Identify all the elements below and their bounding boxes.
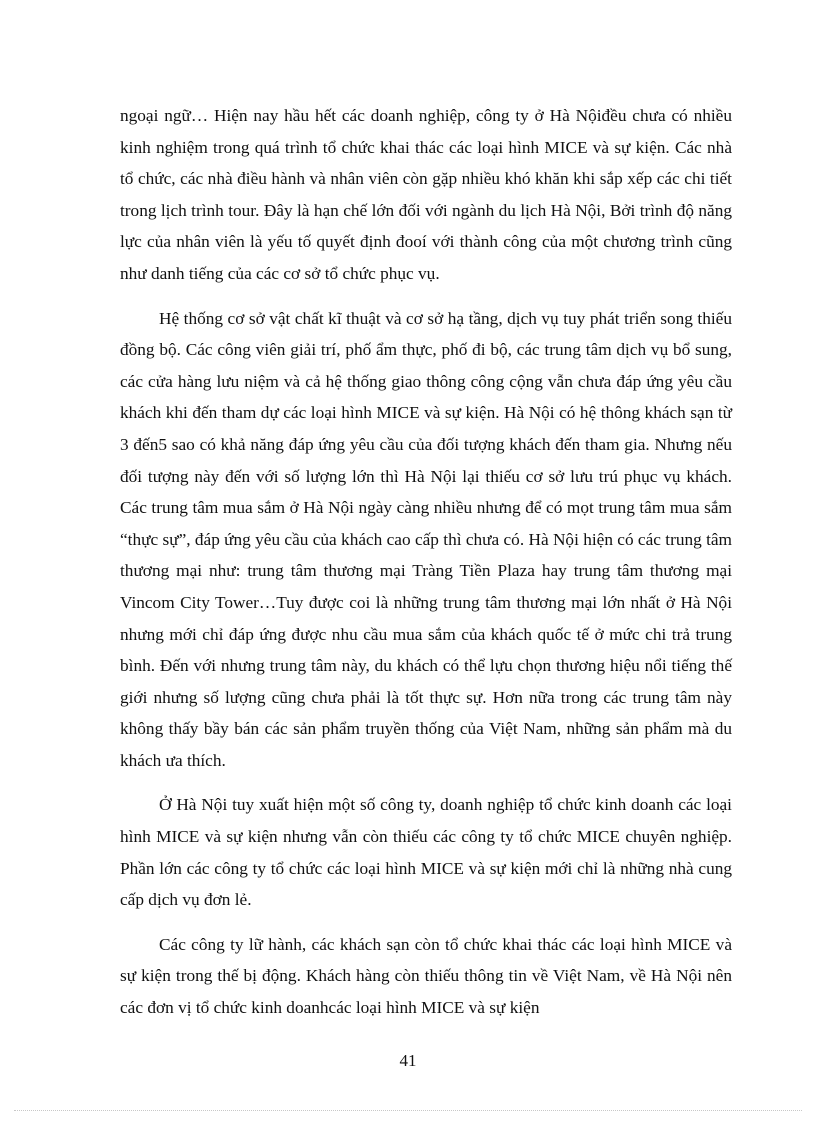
paragraph-infrastructure: Hệ thống cơ sở vật chất kĩ thuật và cơ sở hạ tầng, dịch vụ tuy phát triển song thiếu đồng bộ. Các công viên giải trí, phố ẩm thực, phố đi bộ, các trung tâm dịch vụ bổ sung, các cửa hàng lưu niệm và cả hệ thống giao thông công cộng vẫn chưa đáp ứng yêu cầu khách khi đến tham dự các loại hình MICE và sự kiện. Hà Nội có hệ thông khách sạn từ 3 đến5 sao có khả năng đáp ứng yêu cầu của đối tượng khách đến tham gia. Nhưng nếu đối tượng này đến với số lượng lớn thì Hà Nội lại thiếu cơ sở lưu trú phục vụ khách. Các trung tâm mua sắm ở Hà Nội ngày càng nhiều nhưng để có mọt trung tâm mua sắm “thực sự”, đáp ứng yêu cầu của khách cao cấp thì chưa có. Hà Nội hiện có các trung tâm thương mại như: trung tâm thương mại Tràng Tiền Plaza hay trung tâm thương mại Vincom City Tower…Tuy được coi là những trung tâm thương mại lớn nhất ở Hà Nội nhưng mới chỉ đáp ứng được nhu cầu mua sắm của khách quốc tế ở mức chi trả trung bình. Đến với nhưng trung tâm này, du khách có thể lựu chọn thương hiệu nổi tiếng thế giới nhưng số lượng cũng chưa phải là tốt thực sự. Hơn nữa trong các trung tâm này không thấy bầy bán các sản phẩm truyền thống của Việt Nam, những sản phẩm mà du khách ưa thích. [120, 308, 732, 770]
body-text [120, 100, 732, 1037]
paragraph-continuation: ngoại ngữ… Hiện nay hầu hết các doanh nghiệp, công ty ở Hà Nộiđều chưa có nhiều kinh nghiệm trong quá trình tổ chức khai thác các loại hình MICE và sự kiện. Các nhà tổ chức, các nhà điều hành và nhân viên còn gặp nhiều khó khăn khi sắp xếp các chi tiết trong lịch trình tour. Đây là hạn chế lớn đối với ngành du lịch Hà Nội, Bởi trình độ năng lực của nhân viên là yếu tố quyết định đooí với thành công của một chương trình cũng như danh tiếng của các cơ sở tổ chức phục vụ. [120, 106, 732, 283]
paragraph-travel-companies: Các công ty lữ hành, các khách sạn còn tổ chức khai thác các loại hình MICE và sự kiện trong thế bị động. Khách hàng còn thiếu thông tin về Việt Nam, về Hà Nội nên các đơn vị tổ chức kinh doanhcác loại hình MICE và sự kiện [120, 934, 732, 1018]
page-number: 41 [399, 1051, 417, 1070]
page-bottom-divider [14, 1110, 802, 1111]
paragraph-mice-companies: Ở Hà Nội tuy xuất hiện một số công ty, doanh nghiệp tổ chức kinh doanh các loại hình MICE và sự kiện nhưng vẫn còn thiếu các công ty tổ chức MICE chuyên nghiệp. Phần lớn các công ty tổ chức các loại hình MICE và sự kiện mới chỉ là những nhà cung cấp dịch vụ đơn lẻ. [120, 795, 732, 910]
